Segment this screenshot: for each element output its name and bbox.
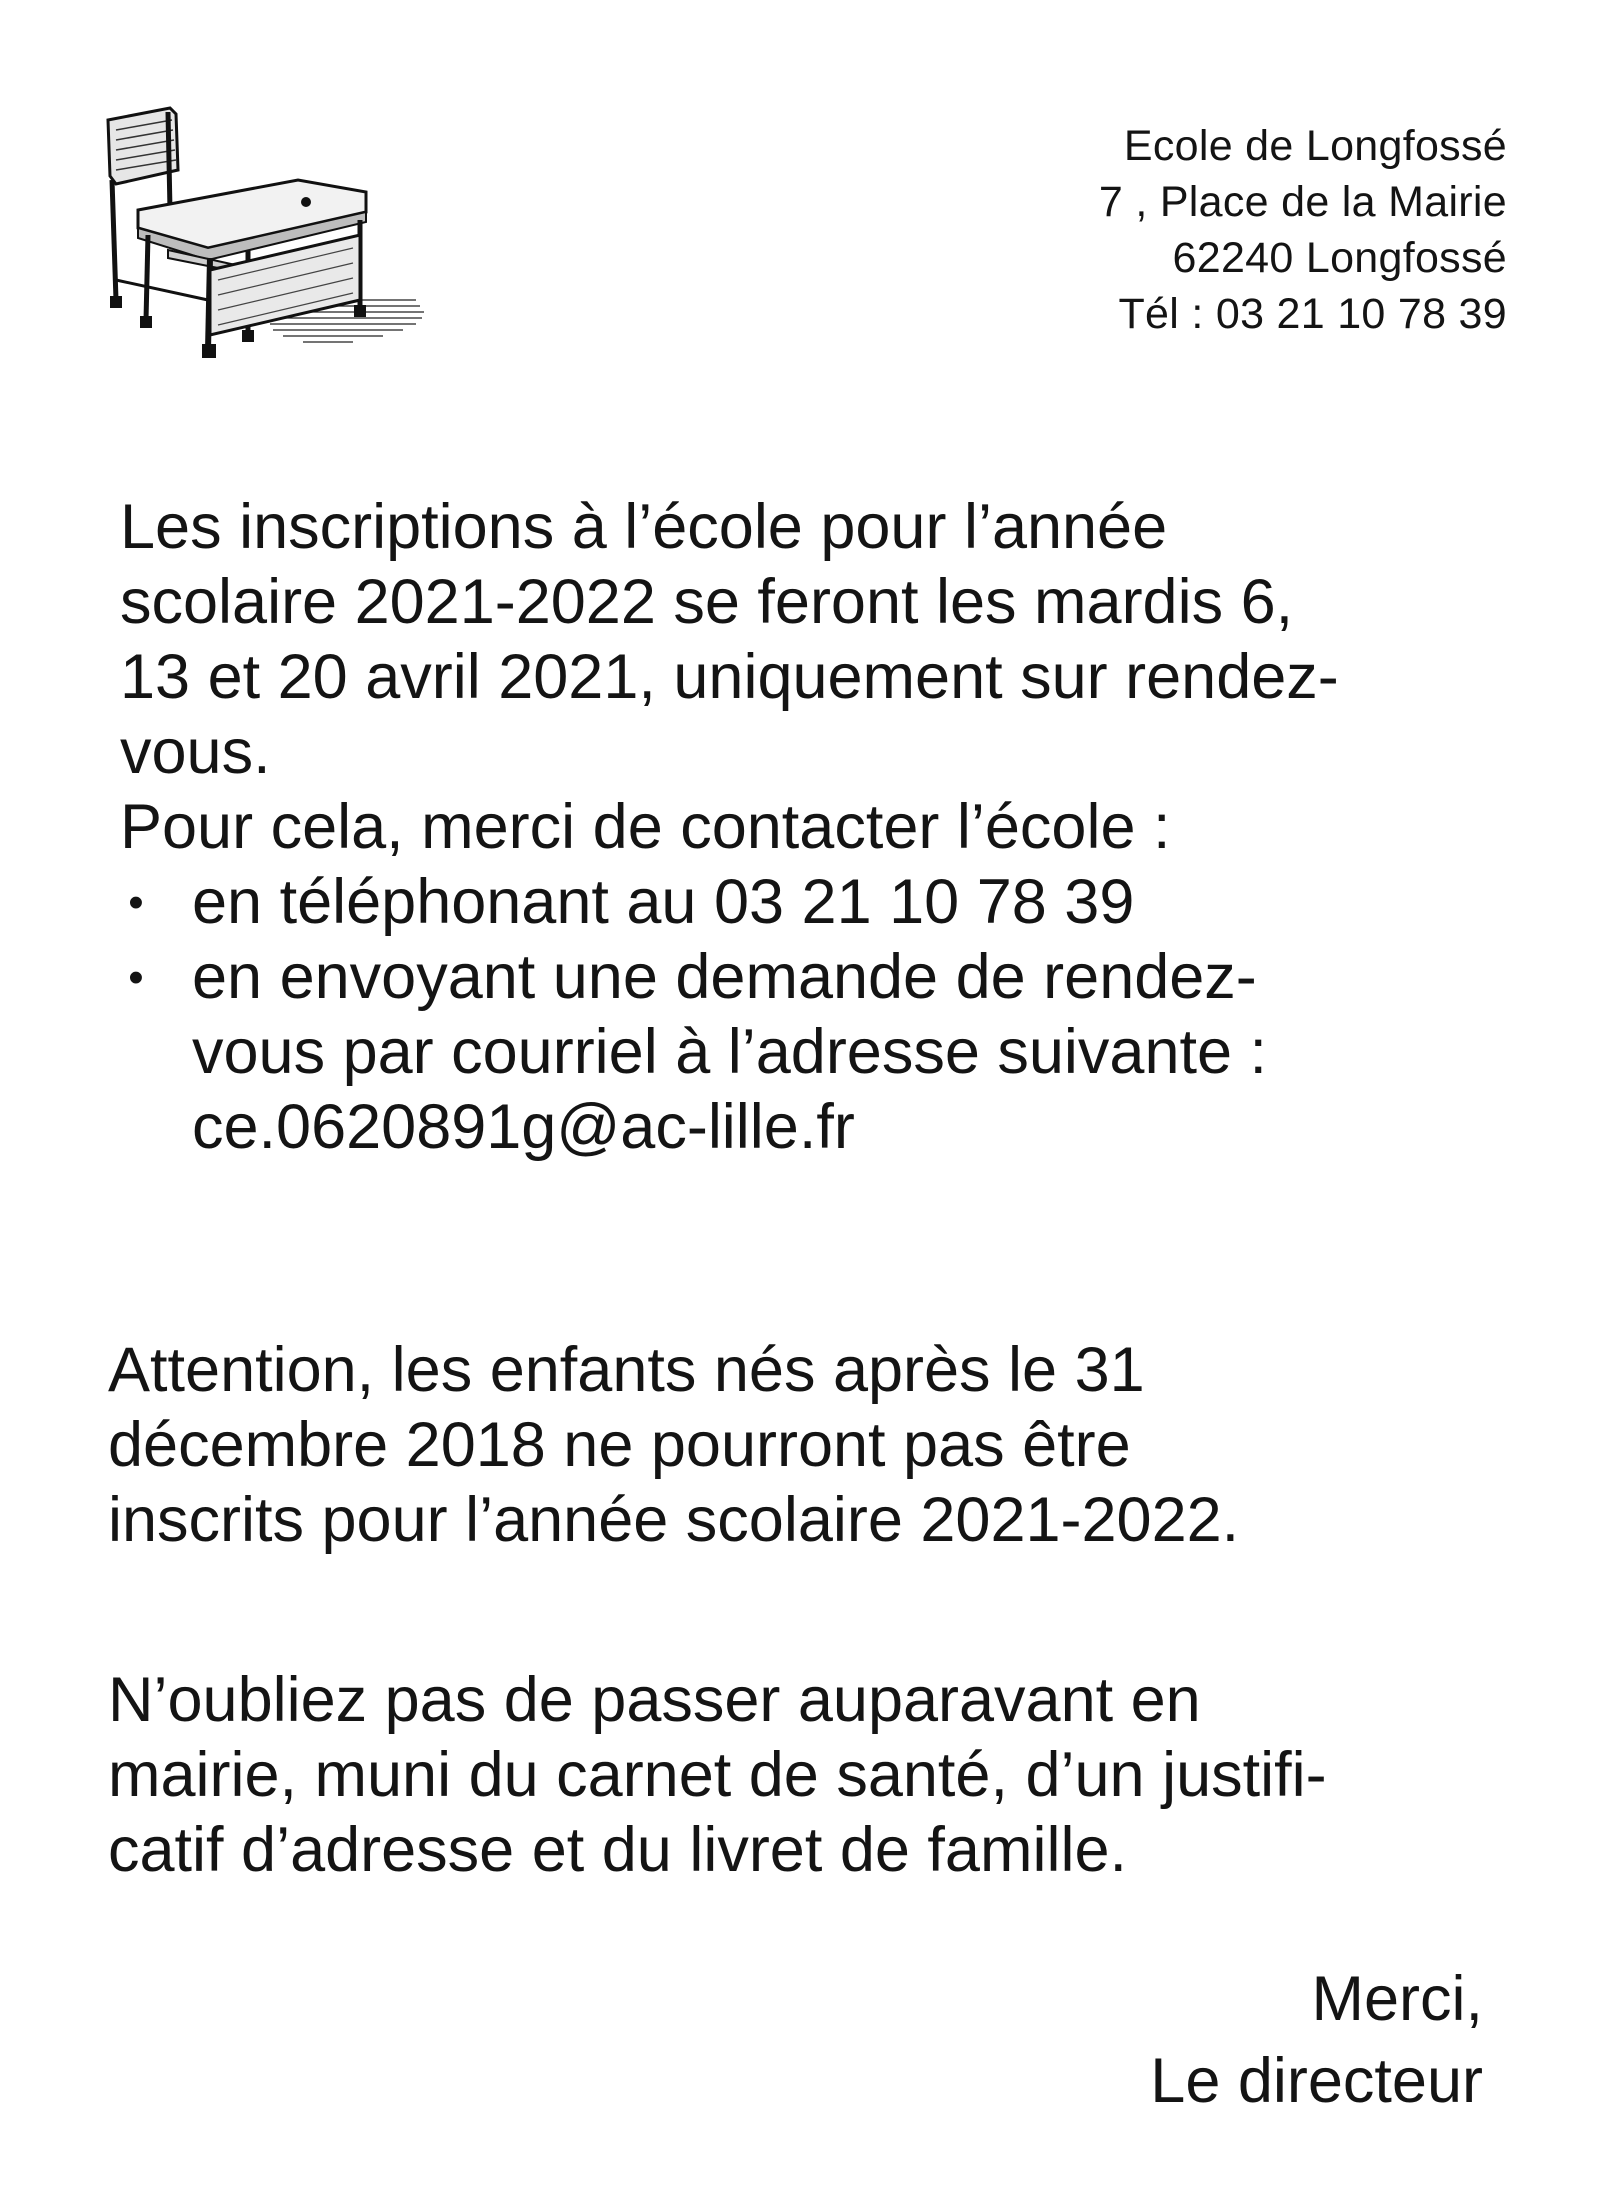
address-line-school-name: Ecole de Longfossé	[1123, 122, 1507, 170]
bullet-icon: •	[128, 953, 144, 1002]
address-line-street: 7 , Place de la Mairie	[1098, 178, 1507, 226]
attention-paragraph	[108, 1333, 1239, 1558]
list-item-line: en téléphonant au 03 21 10 78 39	[192, 867, 1135, 937]
thanks-text: Merci,	[1311, 1964, 1483, 2034]
intro-line: 13 et 20 avril 2021, uniquement sur rendez-	[120, 642, 1339, 712]
reminder-paragraph	[108, 1663, 1327, 1888]
intro-line: scolaire 2021-2022 se feront les mardis 6,	[120, 567, 1294, 637]
address-line-phone: Tél : 03 21 10 78 39	[1118, 290, 1507, 338]
list-item-line: en envoyant une demande de rendez-	[192, 942, 1257, 1012]
attention-line: Attention, les enfants nés après le 31	[108, 1335, 1145, 1405]
email-address: ce.0620891g@ac-lille.fr	[192, 1092, 855, 1162]
address-line-city: 62240 Longfossé	[1172, 234, 1507, 282]
reminder-line: N’oubliez pas de passer auparavant en	[108, 1665, 1201, 1735]
school-address	[947, 118, 1507, 342]
attention-line: décembre 2018 ne pourront pas être	[108, 1410, 1131, 1480]
signature-block	[1150, 1958, 1483, 2122]
list-item-line: vous par courriel à l’adresse suivante :	[192, 1017, 1268, 1087]
list-item-phone	[120, 865, 1520, 940]
registration-notice	[120, 490, 1520, 1165]
attention-line: inscrits pour l’année scolaire 2021-2022.	[108, 1485, 1240, 1555]
contact-methods-list	[120, 865, 1520, 1165]
signer-title: Le directeur	[1150, 2046, 1483, 2116]
reminder-line: catif d’adresse et du livret de famille.	[108, 1815, 1127, 1885]
reminder-line: mairie, muni du carnet de santé, d’un justifi-	[108, 1740, 1327, 1810]
school-desk-illustration-icon	[98, 100, 428, 362]
intro-line: Les inscriptions à l’école pour l’année	[120, 492, 1168, 562]
list-item-email	[120, 940, 1520, 1165]
contact-line: Pour cela, merci de contacter l’école :	[120, 792, 1171, 862]
bullet-icon: •	[128, 878, 144, 927]
intro-paragraph	[120, 490, 1520, 865]
intro-line: vous.	[120, 717, 271, 787]
